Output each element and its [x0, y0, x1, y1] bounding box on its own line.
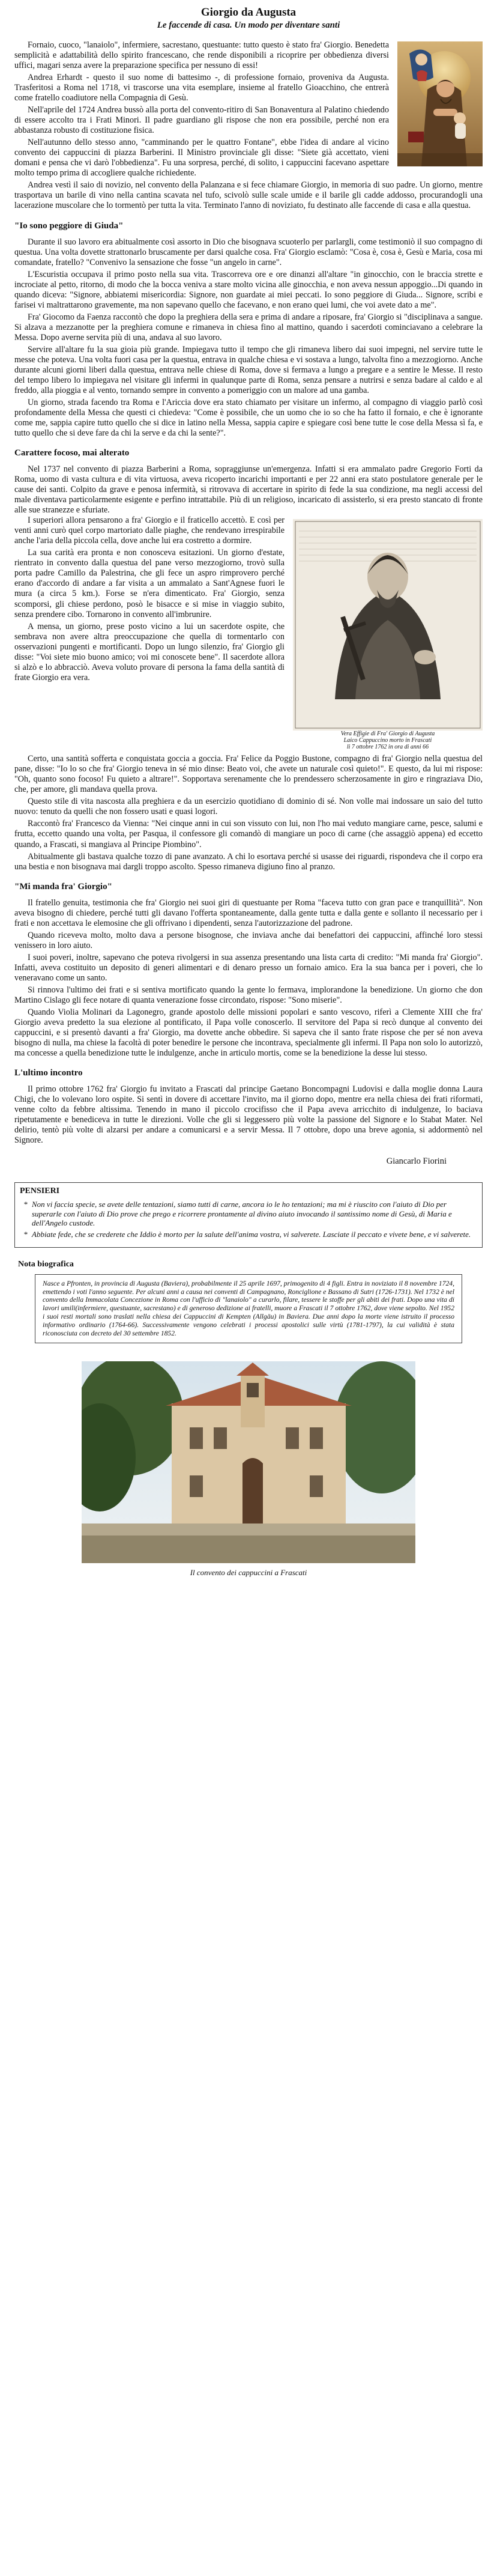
pensieri-item — [20, 1200, 477, 1228]
paragraph: Raccontò fra' Francesco da Vienna: "Nei cinque anni in cui son vissuto con lui, non l'ho mai veduto mangiare carne, pesce, salumi e frutta, eccetto quando una volta, per Pasqua, il confessore gli comandò di mangiare un poco di carne (che assaggiò appena) ed eccetto quando, a Frascati, si mangiava al Principe Piombino". — [14, 819, 483, 849]
paragraph: Durante il suo lavoro era abitualmente così assorto in Dio che bisognava scuoterlo per parlargli, come testimoniò il suo compagno di questua. Una volta dovette strattonarlo bruscamente per darsi qualche cosa. Fra' Giorgio esclamò: "Cosa è, cosa è, Gesù e Maria, cosa mi comandate, fratello? "Convenivo la sensazione che fosse "un angelo in carne". — [14, 237, 483, 267]
portrait-caption: li 7 ottobre 1762 in ora di anni 66 — [346, 744, 429, 751]
paragraph: Un giorno, strada facendo tra Roma e l'Ariccia dove era stato chiamato per visitare un infermo, al compagno di viaggio parlò così profondamente della Messa che questi ci chiedeva: "Come è possibile, che un uomo che io so che ha fatto il fornaio, e che è ignorante come me, sappia capire tutto quello che si dice in latino nella Messa, sappia capire e spiegare così bene tutte le cose della Messa sì fa, e tutto quello che si deve fare da chi la serve e da chi la sente?". — [14, 397, 483, 439]
paragraph: L'Escuristia occupava il primo posto nella sua vita. Trascorreva ore e ore dinanzi all'altare "in ginocchio, con le braccia strette e incrociate al petto, ritorno, di modo che la bocca veniva a stare molto vicina alle ginocchia, e non aveva nessun appoggio...Di quando in quando diceva: "Signore, abbiatemi misericordia: Signore, non guardate ai miei peccati. Io sono peggiore di Giuda... Signore, scribi e farisei vi maltrattarono gravemente, ma non sapevano quello che facevano, e non erano quei lumi, che voi avete dato a me". — [14, 269, 483, 310]
paragraph: Certo, una santità sofferta e conquistata goccia a goccia. Fra' Felice da Poggio Bustone, compagno di fra' Giorgio nella questua del pane, disse: "Io lo so che fra' Giorgio teneva in sé mio dinse: Beato voi, che avete un naturale così quieto!". E questo, da lui mi rispose: "Oh, quanto sono focoso! Fu quieto a altrare!". Sopportava serenamente che lo prendessero scherzosamente in giro e ringraziava Dio, che, per amore, gli mandava quella prova. — [14, 754, 483, 795]
pensieri-box — [14, 1182, 483, 1247]
article-title: Giorgio da Augusta — [200, 6, 297, 19]
section-body — [14, 898, 483, 1059]
engraving-portrait-image — [293, 519, 483, 750]
paragraph: A mensa, un giorno, prese posto vicino a lui un sacerdote ospite, che sembrava non avere altra preoccupazione che quella di tormentarlo con osservazioni pungenti e mortificanti. Dopo un lungo silenzio, fra' Giorgio gli disse: "Voi siete mio buono amico; voi mi conoscete bene". Il sacerdote allora si alzò e lo abbracciò. Aveva voluto provare di persona la fama della santità di frate Giorgio era vera. — [14, 621, 285, 682]
pensieri-text: Non vi faccia specie, se avete delle tentazioni, siamo tutti di carne, ancora io le ho tentazioni; ma mi è riuscito con l'aiuto di Dio per superarle con l'aiuto di Dio prove che prego e ricorrere prontamente al divino aiuto invocando il santissimo nome di Gesù, di Maria e dell'Angelo custode. — [32, 1200, 452, 1228]
article-subtitle: Le faccende di casa. Un modo per diventare santi — [157, 20, 340, 30]
paragraph: Il fratello genuita, testimonia che fra' Giorgio nei suoi giri di questuante per Roma "faceva tutto con gran pace e tranquillità". Non aveva bisogno di chiedere, perché tutti gli davano l'offerta spontaneamente, dalla gente tutta e dalla gente e sollanto il necessario per i frati e non accettava le elemosine che gli offrivano i dipendenti, senza l'autorizzazione del padrone. — [14, 898, 483, 928]
bullet-marker: * — [23, 1230, 28, 1239]
paragraph: Fra' Giocomo da Faenza raccontò che dopo la preghiera della sera e prima di andare a riposare, fra' Giorgio si "disciplinava a sangue. Si alzava a mezzanotte per la preghiera comune e rimaneva in chiesa fino al mattino, quando i sacerdoti cominciavano a celebrare la Messa. Dopo averne servita più di una, andava al suo lavoro. — [14, 312, 483, 342]
section-heading: Carattere focoso, mai alterato — [14, 448, 130, 458]
photo-caption: Il convento dei cappuccini a Frascati — [190, 1567, 307, 1577]
paragraph: Il primo ottobre 1762 fra' Giorgio fu invitato a Frascati dal principe Gaetano Boncompagni Ludovisi e dalla moglie donna Laura Chigi, che lo volevano loro ospite. Si sentì in dovere di accettare l'invito, ma il giorno dopo, mentre era nella chiesa dei frati riformati, venne colto da febbre altissima. Tenendo in mano il piccolo crocifisso che il Papa aveva arricchito di indulgenze, lo baciava ripetutamente e benediceva in tutte le direzioni. Volle che gli si leggessero più volte la passione del Signore e lo Stabat Mater. Nel delirio, tentò più volte di alzarsi per andare a comunicarsi e a servir Messa. Il 7 ottobre, dopo una breve agonia, si addormentò nel Signore. — [14, 1084, 483, 1146]
section-body — [14, 464, 483, 872]
paragraph: Servire all'altare fu la sua gioia più grande. Impiegava tutto il tempo che gli rimaneva libero dai suoi impegni, nel servire tutte le messe che poteva. Una volta fuori casa per la questua, entrava in qualche chiesa e vi sostava a lungo, talvolta fino a mezzogiorno. Anche durante alcuni giorni liberi dalla questua, entrava nelle chiese di Roma, dove si fermava a lungo a pregare e a sentire le Messe. Il resto del tempo libero lo impiegava nel visitare gli infermi in qualunque parte di Roma, senza pensare a nutrirsi e senza badare al caldo e al freddo, alla pioggia e al vento, tornando sempre in convento a pomeriggio con un malore ad una gamba. — [14, 344, 483, 395]
section-heading: "Io sono peggiore di Giuda" — [14, 220, 124, 231]
pensieri-text: Abbiate fede, che se crederete che Iddio è morto per la salute dell'anima vostra, vi salverete. Lasciate il peccato e vivete bene, e vi salverete. — [32, 1230, 471, 1239]
section-body — [14, 237, 483, 439]
nota-biografica-box — [35, 1274, 462, 1343]
section-heading: "Mi manda fra' Giorgio" — [14, 881, 112, 892]
paragraph: I suoi poveri, inoltre, sapevano che poteva rivolgersi in sua assenza presentando una lista carta di credito: "Mi manda fra' Giorgio". Infatti, aveva costituito un deposito di generi alimentari e di denaro presso un fornaio amico. Era la sua banca per i poveri, che lo veneravano come un santo. — [14, 952, 483, 983]
nota-text: Nasce a Pfronten, in provincia di Augusta (Baviera), probabilmente il 25 aprile 1697, primogenito di 4 figli. Entra in noviziato il 8 novembre 1724, emettendo i voti l'anno seguente. Per alcuni anni a causa nei conventi di Campagnano, Ronciglione e Bassano di Sutri (1726-1731). Nel 1732 è nel convento della Immacolata Concezione in Roma con l'ufficio di "lanaiolo" a curarlo, filare, tessere le stoffe per gli abiti dei frati. Dopo una vita di lavori umili(infermiere, questuante, sacrestano) e di generoso dedizione ai fratelli, muore a Frascati il 7 ottobre 1762, dove viene sepolto. Nel 1952 i suoi resti mortali sono traslati nella chiesa dei Cappuccini di Kempten (Allgäu) in Baviera. Due anni dopo la morte viene istruito il processo informativo ordinario (1764-66). Successivamente vengono celebrati i processi apostolici sulle virtù (1781-1797), la cui validità è stata riconosciuta con decreto del 30 settembre 1852. — [43, 1279, 454, 1338]
paragraph: Andrea Erhardt - questo il suo nome di battesimo -, di professione fornaio, proveniva da Augusta. Trasferitosi a Roma nel 1718, vi trascorse una vita esemplare, insieme al fratello Gioacchino, che entrerà come fratello coadiutore nella Compagnia di Gesù. — [14, 73, 389, 103]
paragraph: Quando Violia Molinari da Lagonegro, grande apostolo delle missioni popolari e santo vescovo, riferì a Clemente XIII che fra' Giorgio aveva predetto la sua elezione al pontificato, il Papa volle conoscerlo. Il servitore del Papa si recò dunque al convento dei cappuccini, e si presentò davanti a fra' Giorgio, ma dovette anche obbedire. Si sapeva che il santo frate rispose che per sé non aveva bisogno di nulla, ma chiese la facoltà di poter benedire le persone che incontrava, specialmente gli infermi. Il Papa non solo lo autorizzò, ma concesse a quella benedizione tutte le indulgenze, anche in articulo mortis, come se la benedizione la desse lui stesso. — [14, 1007, 483, 1059]
saint-painting-image — [397, 41, 483, 166]
paragraph: Nell'aprile del 1724 Andrea bussò alla porta del convento-ritiro di San Bonaventura al Palatino chiedendo di essere accolto tra i Frati Minori. Il padre guardiano gli rispose che non era possibile, perché non era abbastanza robusto di costituzione fisica. — [14, 105, 389, 136]
pensieri-title: PENSIERI — [20, 1186, 60, 1196]
nota-title: Nota biografica — [18, 1259, 74, 1269]
section-body — [14, 1084, 483, 1146]
section-heading: L'ultimo incontro — [14, 1068, 83, 1078]
paragraph: Abitualmente gli bastava qualche tozzo di pane avanzato. A chi lo esortava perché si usasse dei riguardi, rispondeva che il corpo era una bestia e non bisognava mai dargli troppo ascolto. Spesso rimaneva digiuno fino al pranzo. — [14, 851, 483, 872]
paragraph: I superiori allora pensarono a fra' Giorgio e il fraticello accettò. E così per venti anni curò quel corpo martoriato dalle piaghe, che rendevano irrespirabile anche l'aria della piccola cella, dove anche lui era costretto a dormire. — [14, 515, 285, 546]
paragraph: Fornaio, cuoco, "lanaiolo", infermiere, sacrestano, questuante: tutto questo è stato fra' Giorgio. Benedetta semplicità e adattabilità dello spirito francescano, che rende disponibili a ricoprire per obbedienza diversi uffici, magari senza avere la preparazione specifica per nessuno di essi! — [14, 40, 389, 71]
paragraph: Andrea vestì il saio di novizio, nel convento della Palanzana e si fece chiamare Giorgio, in memoria di suo padre. Un giorno, mentre trasportava un barile di vino nella cantina scavata nel tufo, scivolò sulle scale umide e il barile gli cadde addosso, procurandogli una lacerazione muscolare che lo tormentò per tutta la vita. Terminato l'anno di noviziato, fu destinato alle faccende di casa e alla questua. — [14, 180, 483, 211]
paragraph: Nel 1737 nel convento di piazza Barberini a Roma, sopraggiunse un'emergenza. Infatti si era ammalato padre Gregorio Forti da Roma, uomo di vasta cultura e di vita virtuosa, aveva ricoperto incarichi importanti e per 22 anni era stato postulatore generale per le cause dei santi. Colpito da grave e penosa infermità, si ritrovava di accertare in spirito di fede la sua condizione, ma negli accessi del male diventava particolarmente esigente e perfino intrattabile. Più di un religioso, incaricato di assisterlo, si era presto stancato di fronte alle sue stranezze e sfuriate. — [14, 464, 483, 515]
pensieri-item — [20, 1230, 477, 1239]
portrait-caption: Vera Effigie di Fra' Giorgio di Augusta — [340, 731, 435, 738]
paragraph: La sua carità era pronta e non conosceva esitazioni. Un giorno d'estate, rientrato in convento dalla questua del pane verso mezzogiorno, trovò sulla porta padre Camillo da Palestrina, che gli fece un aspro rimprovero perché erano d'accordo di andare a far visita a un ammalato a Sant'Agnese fuori le mura (a circa 5 km.). Forse se n'era dimenticato. Fra' Giorgio, senza scomporsi, gli chiese perdono, posò le bisacce e si mise in viaggio subito, senza prendere cibo. Tornarono in convento all'imbrunire. — [14, 548, 285, 619]
paragraph: Questo stile di vita nascosta alla preghiera e da un esercizio quotidiano di dominio di sé. Non volle mai indossare un saio del tutto nuovo: tenuto da quelli che non fossero usati e quasi logori. — [14, 797, 483, 817]
paragraph: Si rinnova l'ultimo dei frati e si sentiva mortificato quando la gente lo fermava, implorandone la benedizione. Un giorno che don Martino Cislago gli fece notare di quanta venerazione fosse circondato, rispose: "Sono miserie". — [14, 985, 483, 1005]
convent-photo-image — [82, 1361, 415, 1578]
article-page — [14, 4, 483, 1578]
paragraph: Nell'autunno dello stesso anno, "camminando per le quattro Fontane", ebbe l'idea di andare al vicino convento dei cappuccini di piazza Barberini. Il Ministro provinciale gli disse: "Siete già accettato, vieni domani e pensa che vi darò l'obbedienza". Fu una sorpresa, perché, di solito, i cappuccini facevano aspettare molto tempo prima di accogliere qualche richiedente. — [14, 138, 389, 178]
bullet-marker: * — [23, 1200, 28, 1209]
portrait-caption: Laico Cappuccino morto in Frascati — [343, 737, 432, 744]
paragraph: Quando riceveva molto, molto dava a persone bisognose, che inviava anche dai benefattori dei cappuccini, affinché loro stessi venissero in loro aiuto. — [14, 930, 483, 950]
author-signature: Giancarlo Fiorini — [386, 1156, 447, 1167]
